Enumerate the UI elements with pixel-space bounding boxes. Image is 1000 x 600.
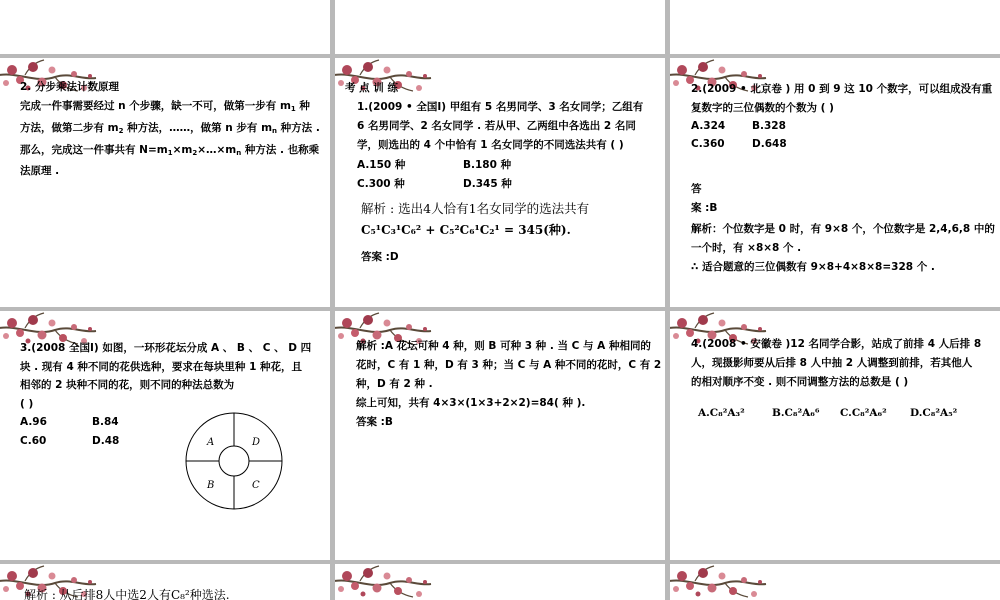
slide-top-right <box>670 0 1000 54</box>
plum-blossom-decoration <box>335 564 435 600</box>
principle-line: 方法，做第二步有 $m_2$ 种方法，……，做第 n 步有 $m_n$ 种方法 . <box>20 122 320 135</box>
option-c: C.300 种 <box>357 178 405 190</box>
analysis-line: ∴ 适合题意的三位偶数有 9×8+4×8×8=328 个 . <box>691 261 935 273</box>
region-label-a: A <box>207 437 215 448</box>
option-d: D.48 <box>92 435 120 447</box>
analysis-text: 解析 : 选出4人恰有1名女同学的选法共有 <box>361 201 590 216</box>
analysis-line: 一个时，有 ×8×8 个 . <box>691 242 802 254</box>
option-a: A.96 <box>20 416 47 428</box>
ring-flowerbed-diagram <box>182 409 286 513</box>
slide-exercise-3 <box>0 311 330 560</box>
question-line: 学，则选出的 4 个中恰有 1 名女同学的不同选法共有 ( ) <box>357 139 624 151</box>
analysis-line: 综上可知，共有 4×3×(1×3+2×2)=84( 种 ). <box>356 397 586 409</box>
slide-bottom-middle <box>335 564 665 600</box>
analysis-line: 解析：个位数字是 0 时，有 9×8 个，个位数字是 2,4,6,8 中的 <box>691 223 995 235</box>
option-d: D.648 <box>752 138 787 150</box>
analysis-line: 解析 :A 花坛可种 4 种，则 B 可种 3 种 . 当 C 与 A 种相同的 <box>356 340 651 352</box>
question-line: 的相对顺序不变 . 则不同调整方法的总数是 ( ) <box>691 376 909 388</box>
slide-multiplication-principle <box>0 58 330 307</box>
option-b: B.328 <box>752 120 786 132</box>
question-line: 3.(2008 全国Ⅰ) 如图，一环形花坛分成 A 、 B 、 C 、 D 四 <box>20 342 312 354</box>
answer-text: 答案 :D <box>361 251 399 263</box>
question-line: 人，现摄影师要从后排 8 人中抽 2 人调整到前排，若其他人 <box>691 357 973 369</box>
question-line: 块 . 现有 4 种不同的花供选种，要求在每块里种 1 种花，且 <box>20 361 303 373</box>
option-b: B.180 种 <box>463 159 512 171</box>
option-a: A.150 种 <box>357 159 406 171</box>
option-b: B.C₈²A₆⁶ <box>772 407 820 419</box>
section-header: 考 点 训 练 <box>345 82 398 94</box>
slide-exercise-3-analysis <box>335 311 665 560</box>
principle-title: 2. 分步乘法计数原理 <box>20 81 119 93</box>
option-d: D.345 种 <box>463 178 512 190</box>
question-line: 复数字的三位偶数的个数为 ( ) <box>691 102 834 114</box>
option-c: C.60 <box>20 435 47 447</box>
analysis-line: 花时，C 有 1 种，D 有 3 种；当 C 与 A 种不同的花时，C 有 2 <box>356 359 662 371</box>
option-a: A.324 <box>691 120 726 132</box>
slide-bottom-left <box>0 564 330 600</box>
plum-blossom-decoration <box>670 564 770 600</box>
analysis-line: 种，D 有 2 种 . <box>356 378 433 390</box>
option-b: B.84 <box>92 416 119 428</box>
region-label-d: D <box>252 437 261 448</box>
analysis-formula: C₅¹C₃¹C₆² + C₅²C₆¹C₂¹ = 345(种). <box>361 223 571 237</box>
region-label-c: C <box>252 480 260 491</box>
option-c: C.C₈²A₆² <box>840 407 887 419</box>
option-a: A.C₈²A₃² <box>698 407 745 419</box>
question-line: 4.(2008 • 安徽卷 )12 名同学合影，站成了前排 4 人后排 8 <box>691 338 982 350</box>
answer-text: 答案 :B <box>356 416 393 428</box>
slide-top-middle <box>335 0 665 54</box>
answer-text: 案 :B <box>691 202 718 214</box>
slide-top-left <box>0 0 330 54</box>
slide-exercise-1 <box>335 58 665 307</box>
option-d: D.C₈²A₅² <box>910 407 958 419</box>
region-label-b: B <box>207 480 215 491</box>
option-c: C.360 <box>691 138 725 150</box>
question-line: 6 名男同学、2 名女同学 . 若从甲、乙两组中各选出 2 名同 <box>357 120 636 132</box>
slide-exercise-4 <box>670 311 1000 560</box>
principle-line: 那么，完成这一件事共有 $N=m_1\times m_2\times\dots\times m_n$ 种方法 . 也称乘 <box>20 144 320 157</box>
question-line: 1.(2009 • 全国Ⅰ) 甲组有 5 名男同学、3 名女同学；乙组有 <box>357 101 644 113</box>
answer-label: 答 <box>691 183 702 195</box>
principle-line: 完成一件事需要经过 n 个步骤，缺一不可，做第一步有 $m_1$ 种 <box>20 100 310 113</box>
analysis-text: 解析 : 从后排8人中选2人有C₈²种选法. <box>24 588 230 600</box>
slide-exercise-2 <box>670 58 1000 307</box>
principle-line: 法原理 . <box>20 165 60 177</box>
question-line: 相邻的 2 块种不同的花，则不同的种法总数为 <box>20 379 235 391</box>
question-line: 2.(2009 • 北京卷 ) 用 0 到 9 这 10 个数字，可以组成没有重 <box>691 83 993 95</box>
question-line: ( ) <box>20 398 34 410</box>
slide-bottom-right <box>670 564 1000 600</box>
